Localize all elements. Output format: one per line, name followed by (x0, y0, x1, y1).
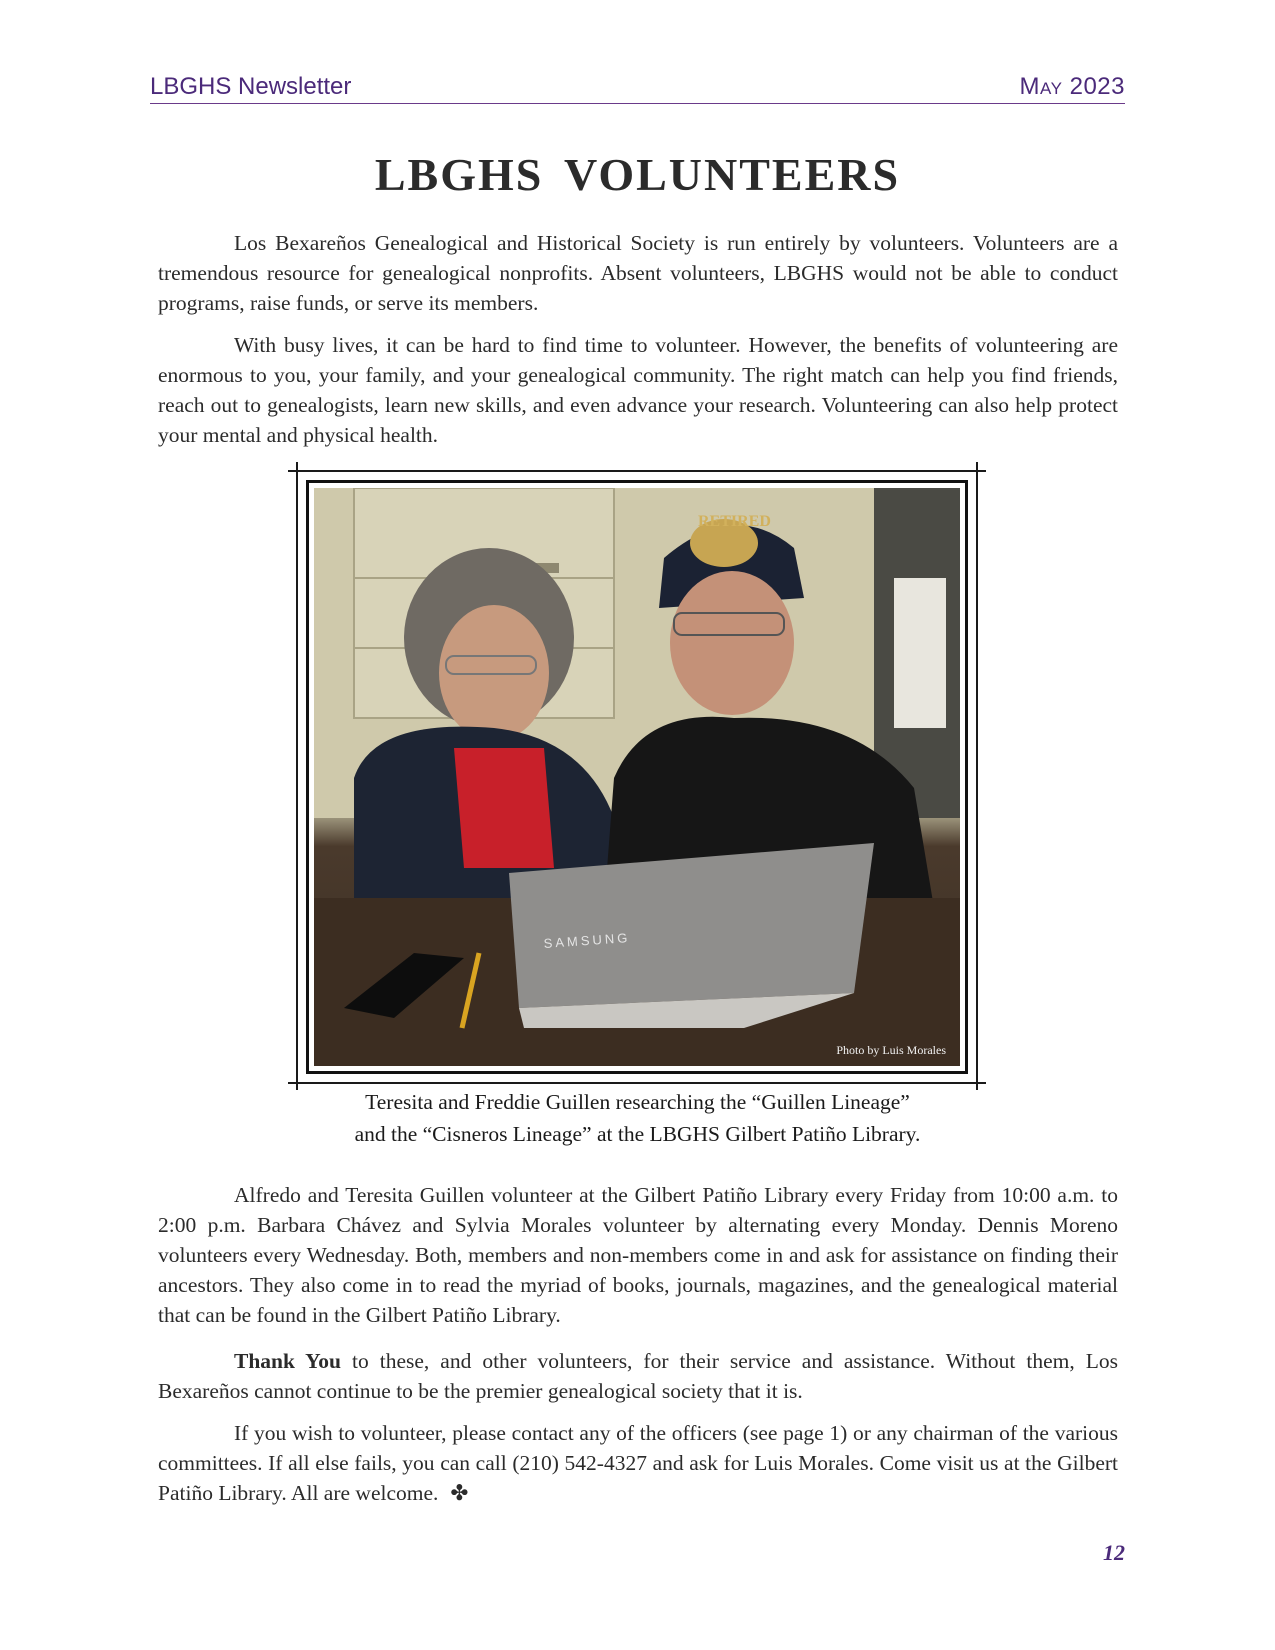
paragraph-intro: Los Bexareños Genealogical and Historical Society is run entirely by volunteers. Volunteers are a tremendous resource for genealogical nonprofits. Absent volunteers, LBGHS would not be able to conduct programs, raise funds, or serve its members. (158, 231, 1118, 315)
photo-caption (150, 1086, 1125, 1150)
frame-line-bottom (288, 1082, 986, 1084)
article-title: LBGHS VOLUNTEERS (374, 149, 901, 200)
caption-line-2: and the “Cisneros Lineage” at the LBGHS Gilbert Patiño Library. (354, 1122, 921, 1146)
end-ornament-icon: ✤ (450, 1481, 469, 1505)
volunteers-photo (314, 488, 960, 1066)
paragraph-thanks (158, 1346, 1118, 1406)
paragraph-schedule: Alfredo and Teresita Guillen volunteer at the Gilbert Patiño Library every Friday from 10:00 a.m. to 2:00 p.m. Barbara Chávez and Sylvia Morales volunteer by alternating every Monday. Dennis Moreno volunteers every Wednesday. Both, members and non-members come in and ask for assistance on finding their ancestors. They also come in to read the myriad of books, journals, magazines, and the genealogical material that can be found in the Gilbert Patiño Library. (158, 1183, 1118, 1327)
contact-text: If you wish to volunteer, please contact any of the officers (see page 1) or any chairman of the various committees. If all else fails, you can call (210) 542-4327 and ask for Luis Morales. Come visit us at the Gilbert Patiño Library. All are welcome. (158, 1421, 1118, 1505)
thanks-text: to these, and other volunteers, for their service and assistance. Without them, Los Bexareños cannot continue to be the premier genealogical society that it is. (158, 1349, 1118, 1403)
photo-illustration (314, 488, 960, 1066)
newsletter-name: LBGHS Newsletter (150, 73, 352, 100)
laptop-brand-text: SAMSUNG (543, 929, 631, 951)
frame-line-left (296, 462, 298, 1090)
photo-credit: Photo by Luis Morales (836, 1043, 946, 1057)
frame-line-top (288, 470, 986, 472)
paragraph-benefits: With busy lives, it can be hard to find time to volunteer. However, the benefits of volunteering are enormous to you, your family, and your genealogical community. The right match can help you find friends, reach out to genealogists, learn new skills, and even advance your research. Volunteering can also help protect your mental and physical health. (158, 333, 1118, 447)
frame-line-right (976, 462, 978, 1090)
cap-text: RETIRED (698, 513, 771, 530)
issue-date: May 2023 (1019, 73, 1125, 100)
page-number: 12 (1103, 1540, 1125, 1565)
thanks-bold: Thank You (234, 1349, 342, 1373)
caption-line-1: Teresita and Freddie Guillen researching the “Guillen Lineage” (365, 1090, 910, 1114)
paragraph-contact (158, 1418, 1118, 1508)
running-header (150, 70, 1125, 104)
